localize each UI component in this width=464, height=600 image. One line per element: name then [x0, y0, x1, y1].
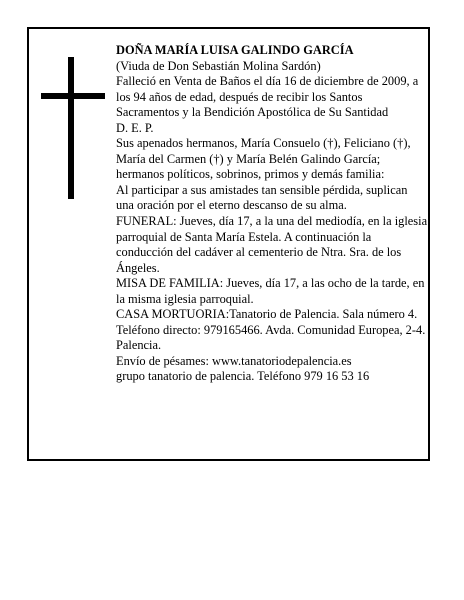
death-info: Falleció en Venta de Baños el día 16 de diciembre de 2009, a los 94 años de edad, después de recibir los Santos Sacramentos y la Bendición Apostólica de Su Santidad — [116, 74, 419, 120]
notice-text — [116, 43, 428, 385]
family-mass-info: MISA DE FAMILIA: Jueves, día 17, a las ocho de la tarde, en la misma iglesia parroquial. — [116, 276, 425, 306]
condolences-line: Envío de pésames: www.tanatoriodepalencia.es — [116, 353, 352, 368]
cross-vertical-bar — [68, 57, 74, 199]
dep-line: D. E. P. — [116, 120, 154, 135]
prayer-request: Al participar a sus amistades tan sensible pérdida, suplican una oración por el eterno descanso de su alma. — [116, 182, 408, 213]
deceased-name: DOÑA MARÍA LUISA GALINDO GARCÍA — [116, 43, 354, 57]
family-line: Sus apenados hermanos, María Consuelo (†), Feliciano (†), María del Carmen (†) y María Belén Galindo García; hermanos políticos, sobrinos, primos y demás familia: — [116, 136, 411, 182]
cross-icon — [41, 57, 105, 199]
mortuary-info: CASA MORTUORIA:Tanatorio de Palencia. Sala número 4. Teléfono directo: 979165466. Avda. Comunidad Europea, 2-4. Palencia. — [116, 307, 426, 353]
obituary-notice — [27, 27, 430, 461]
cross-horizontal-bar — [41, 93, 105, 99]
funeral-info: FUNERAL: Jueves, día 17, a la una del mediodía, en la iglesia parroquial de Santa María Estela. A continuación la conducción del cadáver al cementerio de Ntra. Sra. de los Ángeles. — [116, 214, 428, 275]
group-line: grupo tanatorio de palencia. Teléfono 979 16 53 16 — [116, 369, 370, 384]
widow-line: (Viuda de Don Sebastián Molina Sardón) — [116, 58, 321, 73]
